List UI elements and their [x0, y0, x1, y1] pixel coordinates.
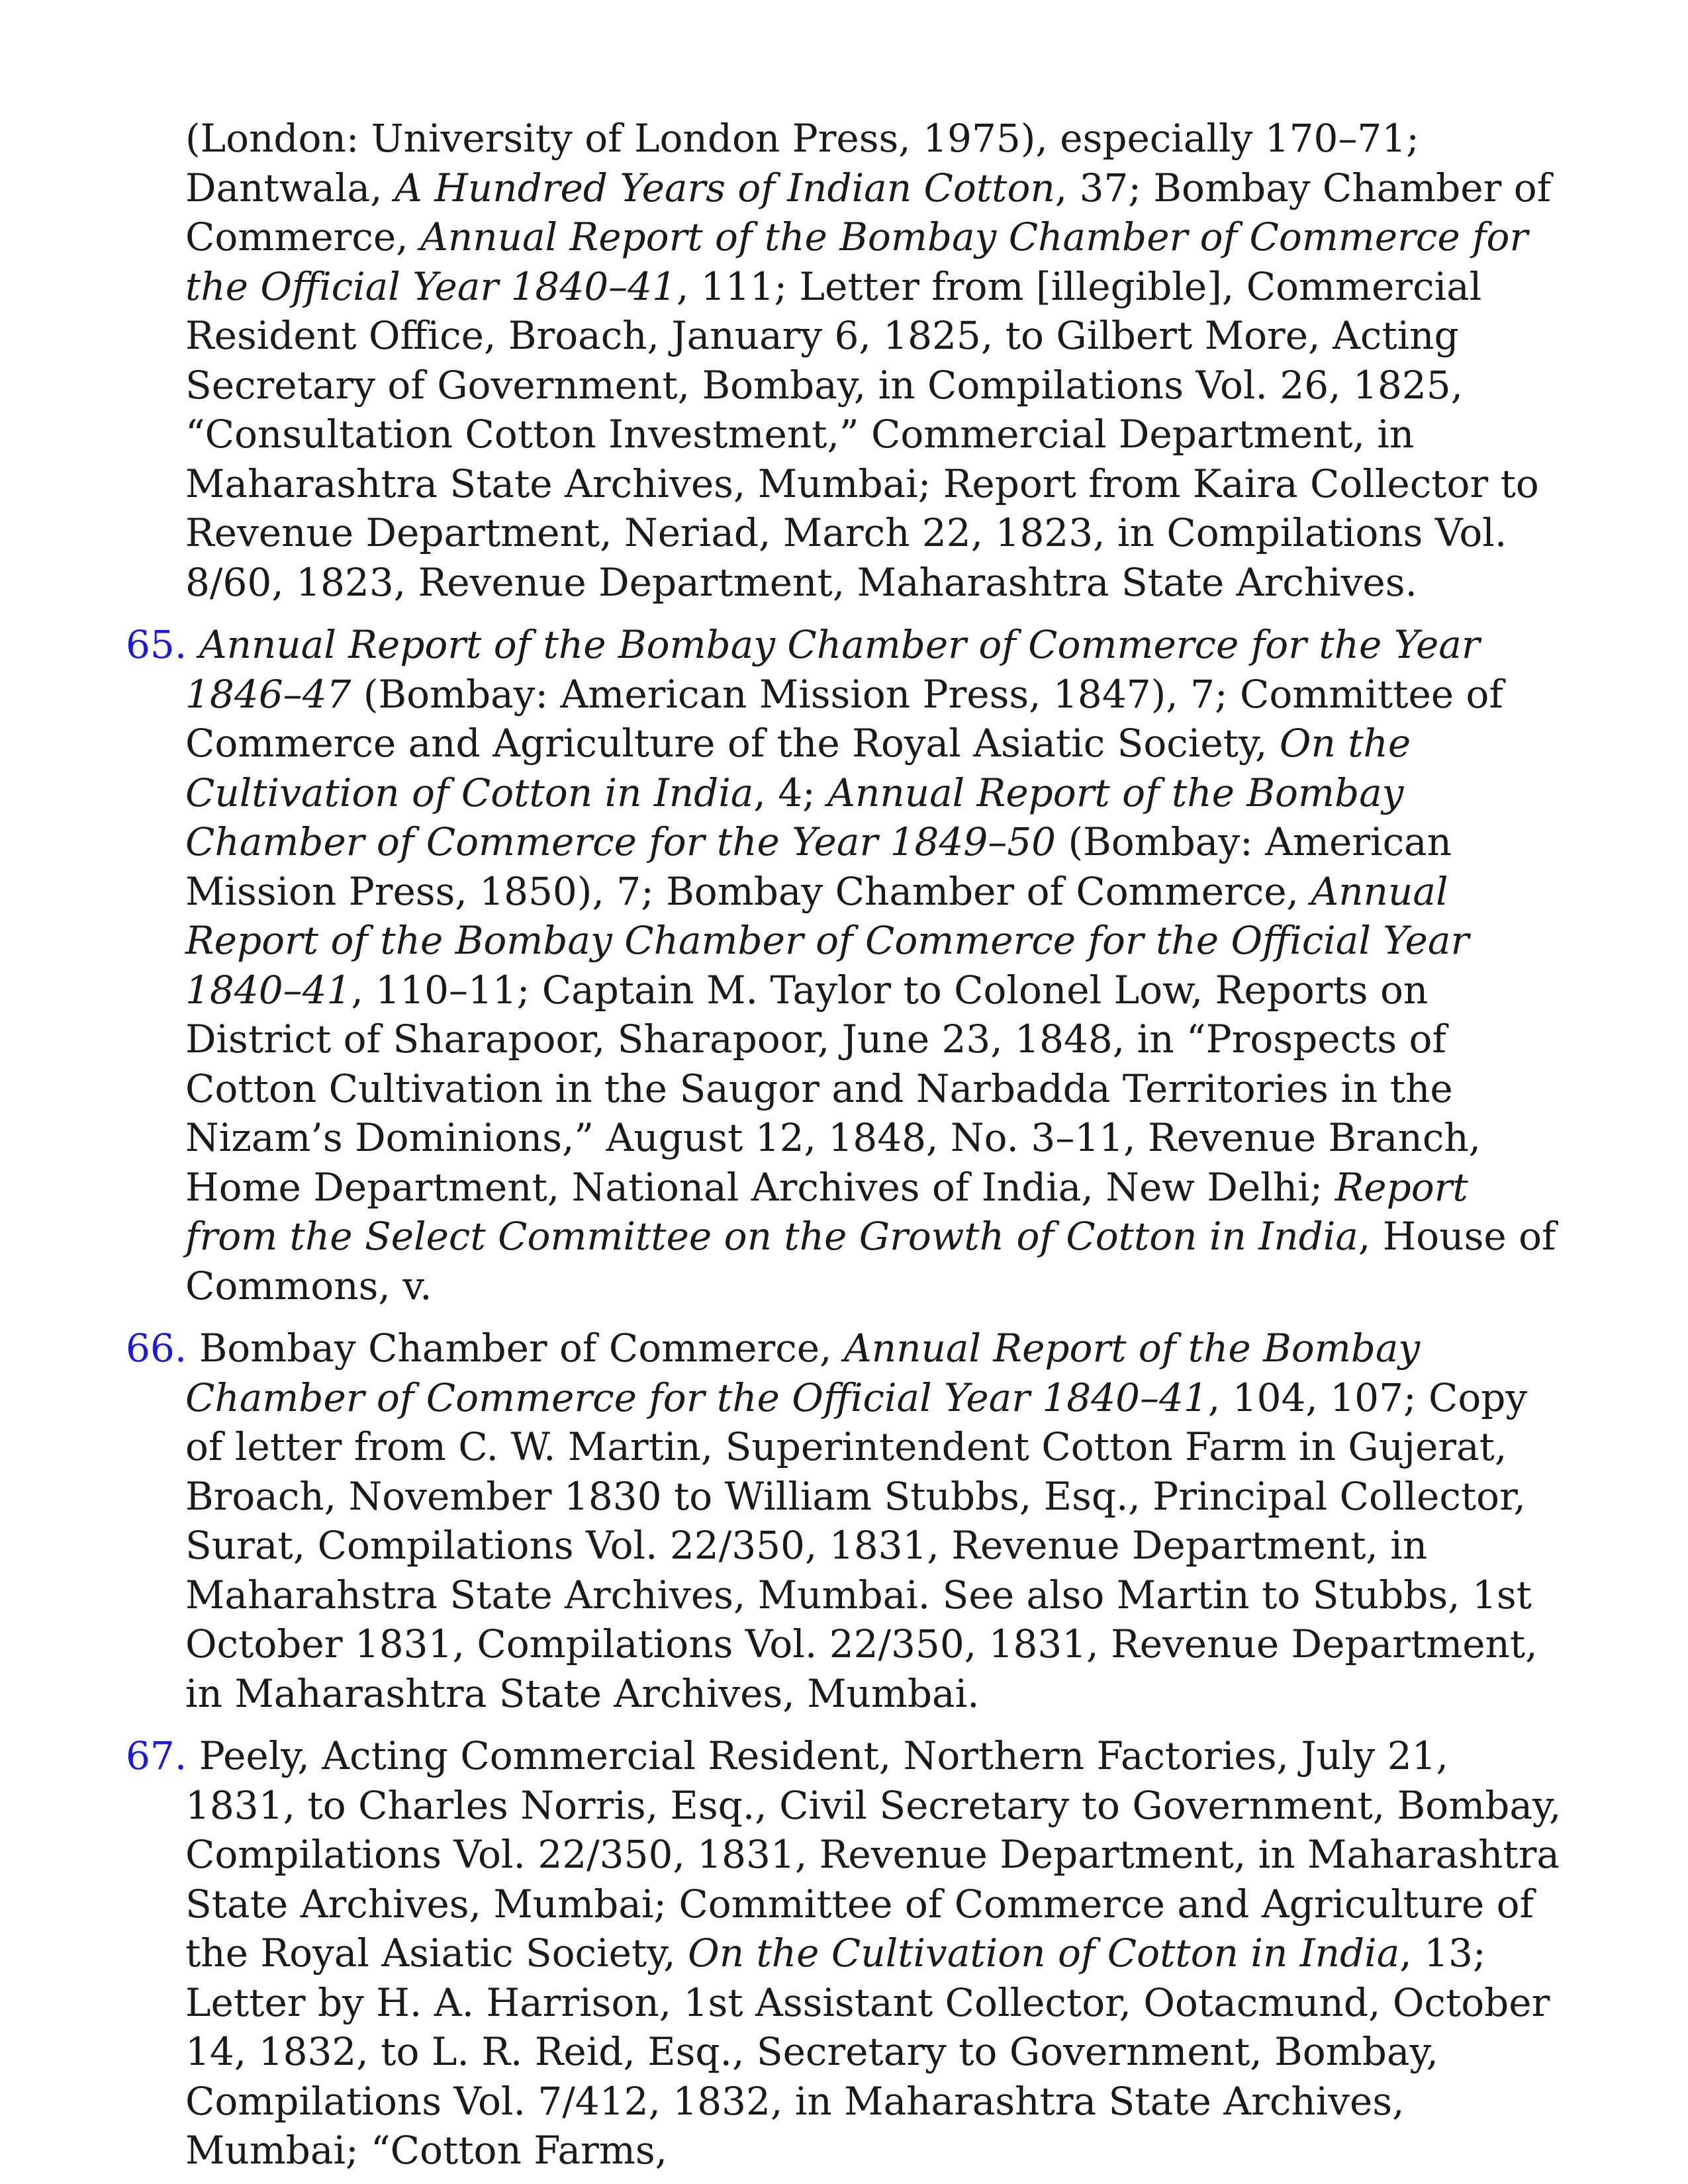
- note-text: Bombay Chamber of Commerce,: [199, 1326, 844, 1371]
- cited-title: Annual Report of the Bombay Chamber of Commerce for the Year 1849–50: [185, 770, 1404, 864]
- cited-title: Annual Report of the Bombay Chamber of Commerce for the Official Year 1840–41: [185, 868, 1470, 1013]
- cited-title: A Hundred Years of Indian Cotton: [394, 165, 1055, 210]
- endnote: [119, 1731, 1569, 2175]
- note-text: , House of Commons, v.: [185, 1214, 1556, 1308]
- endnote-continuation: [119, 114, 1569, 607]
- cited-title: Annual Report of the Bombay Chamber of Commerce for the Year 1846–47: [185, 622, 1480, 717]
- endnote-number-link[interactable]: 65.: [126, 622, 187, 667]
- cited-title: On the Cultivation of Cotton in India: [688, 1931, 1400, 1976]
- note-text: , 37; Bombay Chamber of Commerce,: [185, 165, 1552, 259]
- endnote-number-link[interactable]: 66.: [126, 1326, 187, 1371]
- note-text: , 110–11; Captain M. Taylor to Colonel Low, Reports on District of Sharapoor, Sharapoor, June 23, 1848, in “Prospects of Cotton Cultivation in the Saugor and Narbadda Territories in the Nizam’s Dominions,” August 12, 1848, No. 3–11, Revenue Branch, Home Department, National Archives of India, New Delhi;: [185, 967, 1481, 1210]
- note-text: , 111; Letter from [illegible], Commercial Resident Office, Broach, January 6, 1825, to Gilbert More, Acting Secretary of Government, Bombay, in Compilations Vol. 26, 1825, “Consultation Cotton Investment,” Commercial Department, in Maharashtra State Archives, Mumbai; Report from Kaira Collector to Revenue Department, Neriad, March 22, 1823, in Compilations Vol. 8/60, 1823, Revenue Department, Maharashtra State Archives.: [185, 263, 1539, 605]
- note-text: (Bombay: American Mission Press, 1850), 7; Bombay Chamber of Commerce,: [185, 819, 1452, 914]
- endnote-number-link[interactable]: 67.: [126, 1733, 187, 1778]
- note-text: (Bombay: American Mission Press, 1847), 7; Committee of Commerce and Agriculture of the Royal Asiatic Society,: [185, 671, 1503, 766]
- note-text: , 4;: [753, 770, 828, 815]
- cited-title: Annual Report of the Bombay Chamber of Commerce for the Official Year 1840–41: [185, 1326, 1421, 1420]
- note-text: Peely, Acting Commercial Resident, Northern Factories, July 21, 1831, to Charles Norris, Esq., Civil Secretary to Government, Bombay, Compilations Vol. 22/350, 1831, Revenue Department, in Maharashtra State Archives, Mumbai; Committee of Commerce and Agriculture of the Royal Asiatic Society,: [185, 1733, 1562, 1976]
- note-text: , 13; Letter by H. A. Harrison, 1st Assistant Collector, Ootacmund, October 14, 1832, to L. R. Reid, Esq., Secretary to Government, Bombay, Compilations Vol. 7/412, 1832, in Maharashtra State Archives, Mumbai; “Cotton Farms,: [185, 1931, 1550, 2173]
- endnote: [119, 620, 1569, 1310]
- cited-title: Report from the Select Committee on the Growth of Cotton in India: [185, 1164, 1468, 1259]
- endnotes-list: [119, 114, 1569, 2175]
- note-text: (London: University of London Press, 1975), especially 170–71; Dantwala,: [185, 116, 1419, 210]
- note-text: , 104, 107; Copy of letter from C. W. Martin, Superintendent Cotton Farm in Gujerat, Broach, November 1830 to William Stubbs, Esq., Principal Collector, Surat, Compilations Vol. 22/350, 1831, Revenue Department, in Maharahstra State Archives, Mumbai. See also Martin to Stubbs, 1st October 1831, Compilations Vol. 22/350, 1831, Revenue Department, in Maharashtra State Archives, Mumbai.: [185, 1375, 1538, 1716]
- cited-title: Annual Report of the Bombay Chamber of Commerce for the Official Year 1840–41: [185, 214, 1528, 309]
- cited-title: On the Cultivation of Cotton in India: [185, 721, 1411, 815]
- endnote: [119, 1324, 1569, 1718]
